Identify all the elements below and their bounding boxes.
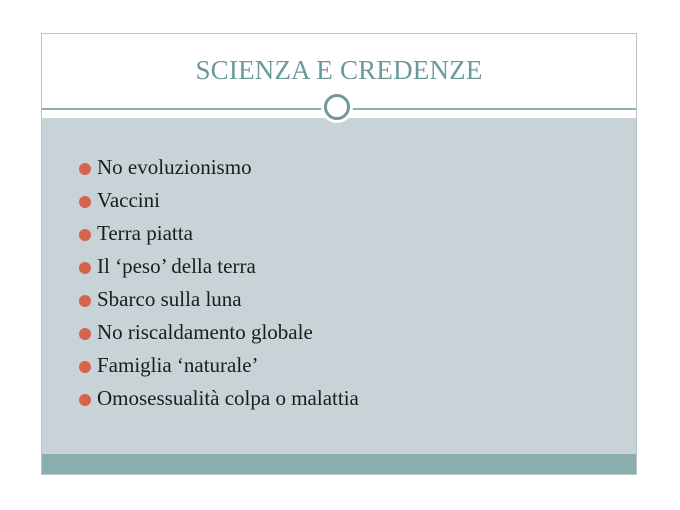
bullet-item xyxy=(79,349,359,382)
bullet-dot-icon xyxy=(79,361,91,373)
bullet-dot-icon xyxy=(79,229,91,241)
bullet-item xyxy=(79,151,359,184)
bullet-dot-icon xyxy=(79,394,91,406)
bullet-dot-icon xyxy=(79,328,91,340)
bullet-item xyxy=(79,250,359,283)
bullet-text: No evoluzionismo xyxy=(97,155,252,179)
bullet-item xyxy=(79,316,359,349)
bullet-item xyxy=(79,283,359,316)
bullet-text: Vaccini xyxy=(97,188,160,212)
slide-title: SCIENZA E CREDENZE xyxy=(195,55,483,85)
bullet-text: Terra piatta xyxy=(97,221,193,245)
bullet-text: Famiglia ‘naturale’ xyxy=(97,353,259,377)
bullet-item xyxy=(79,382,359,415)
circle-ornament-icon xyxy=(324,94,350,120)
bullet-text: Sbarco sulla luna xyxy=(97,287,242,311)
bullet-list xyxy=(79,151,359,415)
bullet-dot-icon xyxy=(79,295,91,307)
footer-bar xyxy=(42,454,636,474)
bullet-text: Omosessualità colpa o malattia xyxy=(97,386,359,410)
bullet-item xyxy=(79,217,359,250)
bullet-dot-icon xyxy=(79,262,91,274)
bullet-dot-icon xyxy=(79,196,91,208)
bullet-text: Il ‘peso’ della terra xyxy=(97,254,256,278)
bullet-item xyxy=(79,184,359,217)
slide xyxy=(41,33,637,475)
bullet-text: No riscaldamento globale xyxy=(97,320,313,344)
bullet-dot-icon xyxy=(79,163,91,175)
